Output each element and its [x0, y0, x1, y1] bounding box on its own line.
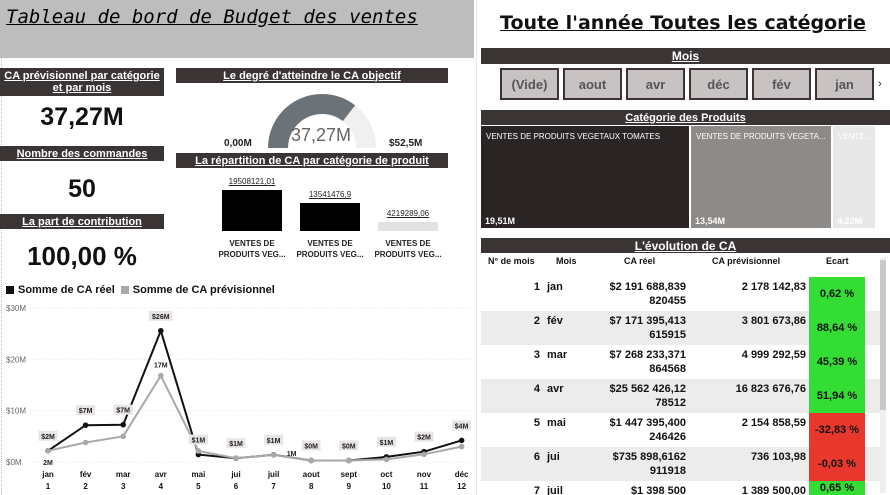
month-number: 3: [533, 349, 540, 361]
filter-summary-title: Toute l'année Toutes les catégorie: [500, 12, 866, 34]
x-index-label: 2: [83, 482, 88, 491]
month-name: fév: [547, 315, 563, 327]
series-line: [48, 331, 462, 461]
data-label: 1M: [286, 450, 297, 458]
ca-prev-value: 1 389 500,00: [741, 485, 806, 495]
x-index-label: 10: [381, 482, 391, 491]
legend-label-reel: Somme de CA réel: [18, 284, 115, 296]
series-point[interactable]: [459, 444, 465, 450]
data-label: 2M: [43, 459, 53, 467]
x-index-label: 11: [419, 482, 429, 491]
column-header[interactable]: Ecart: [826, 256, 849, 266]
series-point[interactable]: [158, 328, 164, 334]
bar-value-label: 13541476,9: [308, 189, 352, 199]
ecart-badge: 0,62 %: [809, 277, 865, 311]
data-label: $1M: [379, 439, 394, 447]
month-name: mar: [547, 349, 568, 361]
ecart-badge: 45,39 %: [809, 345, 865, 379]
data-label: $2M: [41, 433, 55, 441]
ecart-badge: -0,03 %: [809, 447, 865, 481]
ca-prev-header: CA prévisionnel par catégorie et par mois: [0, 68, 164, 96]
ca-reel-value: $7 171 395,413: [609, 315, 686, 327]
x-tick-label: sept: [340, 470, 358, 479]
column-header[interactable]: CA réel: [624, 256, 656, 266]
treemap-tile[interactable]: [481, 126, 689, 228]
x-tick-label: mai: [191, 470, 206, 479]
ca-prev-value: 2 154 858,59: [741, 417, 806, 429]
series-point[interactable]: [308, 458, 314, 464]
series-line: [48, 376, 462, 461]
page-title: Tableau de bord de Budget des ventes: [6, 6, 418, 28]
x-tick-label: juil: [267, 470, 280, 479]
x-tick-label: déc: [454, 470, 469, 479]
bar-value-label: 4219289,06: [386, 209, 430, 219]
x-index-label: 3: [120, 482, 126, 491]
month-name: jui: [547, 451, 560, 463]
treemap-tile-label: VENTES DE PRODUITS VEGETA...: [696, 132, 826, 141]
data-label: $1M: [266, 437, 281, 445]
month-name: mai: [547, 417, 566, 429]
ca-prev-value: 736 103,98: [750, 451, 806, 463]
ca-reel-value: $735 898,6162: [612, 451, 686, 463]
ca-reel-value: $1 398 500: [630, 485, 686, 495]
series-point[interactable]: [83, 440, 89, 446]
treemap-tile-value: 19,51M: [485, 216, 516, 226]
bar-category-label: VENTES DE PRODUITS VEG...: [296, 239, 364, 259]
y-tick-label: $0M: [6, 458, 22, 467]
series-point[interactable]: [233, 455, 239, 461]
ca-reel-value-cont: 911918: [649, 465, 686, 477]
legend-swatch-prev: [121, 286, 129, 294]
y-tick-label: $30M: [6, 304, 27, 313]
commandes-value: 50: [68, 175, 96, 203]
ca-reel-value: $1 447 395,400: [609, 417, 686, 429]
series-point[interactable]: [120, 422, 126, 428]
x-index-label: 9: [346, 482, 352, 491]
bar-chart-header: La répartition de CA par catégorie de produit: [176, 153, 448, 168]
series-point[interactable]: [384, 457, 390, 463]
month-filter-button[interactable]: déc: [689, 68, 748, 100]
ca-reel-value: $25 562 426,12: [609, 383, 686, 395]
ca-prev-value: 37,27M: [40, 103, 124, 131]
month-number: 2: [533, 315, 540, 327]
month-filter-button[interactable]: aout: [563, 68, 622, 100]
series-point[interactable]: [421, 452, 427, 458]
month-filter-button[interactable]: avr: [626, 68, 685, 100]
treemap-header: Catégorie des Produits: [481, 110, 890, 125]
month-filter-button[interactable]: fév: [752, 68, 811, 100]
series-point[interactable]: [196, 448, 202, 454]
treemap-tile-value: 13,54M: [695, 216, 726, 226]
data-label: $7M: [116, 407, 131, 415]
series-point[interactable]: [271, 452, 277, 458]
slicer-next-icon[interactable]: ›: [878, 78, 882, 90]
data-label: $2M: [417, 434, 431, 442]
treemap-tile[interactable]: [691, 126, 831, 228]
series-point[interactable]: [459, 438, 465, 444]
category-bar[interactable]: [222, 190, 282, 231]
x-index-label: 8: [308, 482, 314, 491]
treemap-tile-label: VENTE...: [838, 132, 872, 141]
ca-prev-value: 16 823 676,76: [735, 383, 806, 395]
x-tick-label: avr: [154, 470, 167, 479]
month-number: 7: [533, 485, 540, 495]
month-number: 4: [533, 383, 540, 395]
series-point[interactable]: [120, 434, 126, 440]
line-chart: [0, 295, 474, 495]
month-number: 6: [533, 451, 540, 463]
ca-reel-value: $7 268 233,371: [609, 349, 686, 361]
data-label: $0M: [341, 443, 356, 451]
gauge-value: 37,27M: [290, 125, 352, 145]
legend-label-prev: Somme de CA prévisionnel: [132, 284, 275, 296]
ca-reel-value-cont: 820455: [649, 295, 686, 307]
month-filter-button[interactable]: (Vide): [500, 68, 559, 100]
ca-prev-value: 3 801 673,86: [741, 315, 806, 327]
x-index-label: 7: [271, 482, 276, 491]
bar-category-label: VENTES DE PRODUITS VEG...: [218, 239, 286, 259]
series-point[interactable]: [45, 448, 51, 454]
x-index-label: 6: [233, 482, 239, 491]
ca-reel-value-cont: 246426: [649, 431, 686, 443]
data-label: $26M: [152, 313, 170, 321]
month-name: avr: [547, 383, 564, 395]
treemap-tile[interactable]: [833, 126, 875, 228]
ecart-badge: -32,83 %: [809, 413, 865, 447]
ecart-badge: 51,94 %: [809, 379, 865, 413]
data-label: 17M: [153, 362, 168, 370]
contribution-value: 100,00 %: [27, 241, 137, 271]
ca-reel-value: $2 191 688,839: [609, 281, 686, 293]
x-tick-label: nov: [416, 470, 432, 479]
y-tick-label: $10M: [6, 406, 27, 416]
month-number: 5: [533, 417, 540, 429]
ca-reel-value-cont: 615915: [649, 329, 686, 341]
ca-reel-value-cont: 864568: [649, 363, 686, 375]
series-point[interactable]: [158, 373, 164, 379]
ecart-badge: 0,65 %: [809, 481, 865, 495]
x-tick-label: fév: [79, 470, 92, 479]
x-index-label: 5: [196, 482, 201, 491]
category-bar[interactable]: [378, 222, 438, 231]
contribution-header: La part de contribution: [0, 214, 164, 229]
series-point[interactable]: [346, 458, 352, 464]
month-name: juil: [547, 485, 563, 495]
y-tick-label: $20M: [6, 355, 27, 365]
table-header: L'évolution de CA: [481, 238, 890, 253]
x-tick-label: mar: [115, 470, 131, 479]
series-point[interactable]: [83, 422, 89, 428]
gauge-max-label: $52,5M: [389, 138, 423, 149]
category-bar[interactable]: [300, 203, 360, 231]
commandes-header: Nombre des commandes: [0, 146, 164, 161]
treemap-tile-label: VENTES DE PRODUITS VEGETAUX TOMATES: [486, 132, 661, 141]
x-tick-label: jan: [42, 470, 54, 479]
treemap-tile-value: 4,22M: [837, 216, 863, 226]
month-number: 1: [533, 281, 540, 293]
gauge-header: Le degré d'atteindre le CA objectif: [176, 68, 448, 83]
column-header[interactable]: CA prévisionnel: [712, 256, 781, 266]
table-scrollbar-thumb[interactable]: [880, 260, 886, 410]
data-label: $1M: [191, 437, 206, 445]
data-label: $1M: [229, 441, 243, 449]
x-index-label: 1: [45, 482, 51, 491]
ca-prev-value: 2 178 142,83: [741, 281, 806, 293]
mois-slicer-header: Mois: [481, 48, 890, 64]
data-label: $0M: [304, 443, 319, 451]
month-name: jan: [547, 281, 563, 293]
x-index-label: 12: [457, 482, 467, 491]
data-label: $4M: [454, 423, 469, 431]
ca-prev-value: 4 999 292,59: [741, 349, 806, 361]
month-filter-button[interactable]: jan: [815, 68, 874, 100]
x-index-label: 4: [158, 482, 164, 491]
legend-swatch-reel: [6, 286, 14, 294]
x-tick-label: jui: [231, 470, 241, 479]
bar-value-label: 19508121,01: [228, 177, 276, 186]
title-band: [0, 0, 474, 58]
data-label: $7M: [78, 408, 93, 416]
column-header[interactable]: Mois: [556, 256, 577, 266]
section-divider: [476, 0, 477, 495]
column-header[interactable]: N° de mois: [488, 256, 535, 266]
gauge-min-label: 0,00M: [224, 138, 252, 149]
ecart-badge: 88,64 %: [809, 311, 865, 345]
x-tick-label: oct: [380, 470, 393, 479]
x-tick-label: aout: [302, 470, 320, 479]
ca-reel-value-cont: 78512: [655, 397, 686, 409]
bar-category-label: VENTES DE PRODUITS VEG...: [374, 239, 442, 259]
